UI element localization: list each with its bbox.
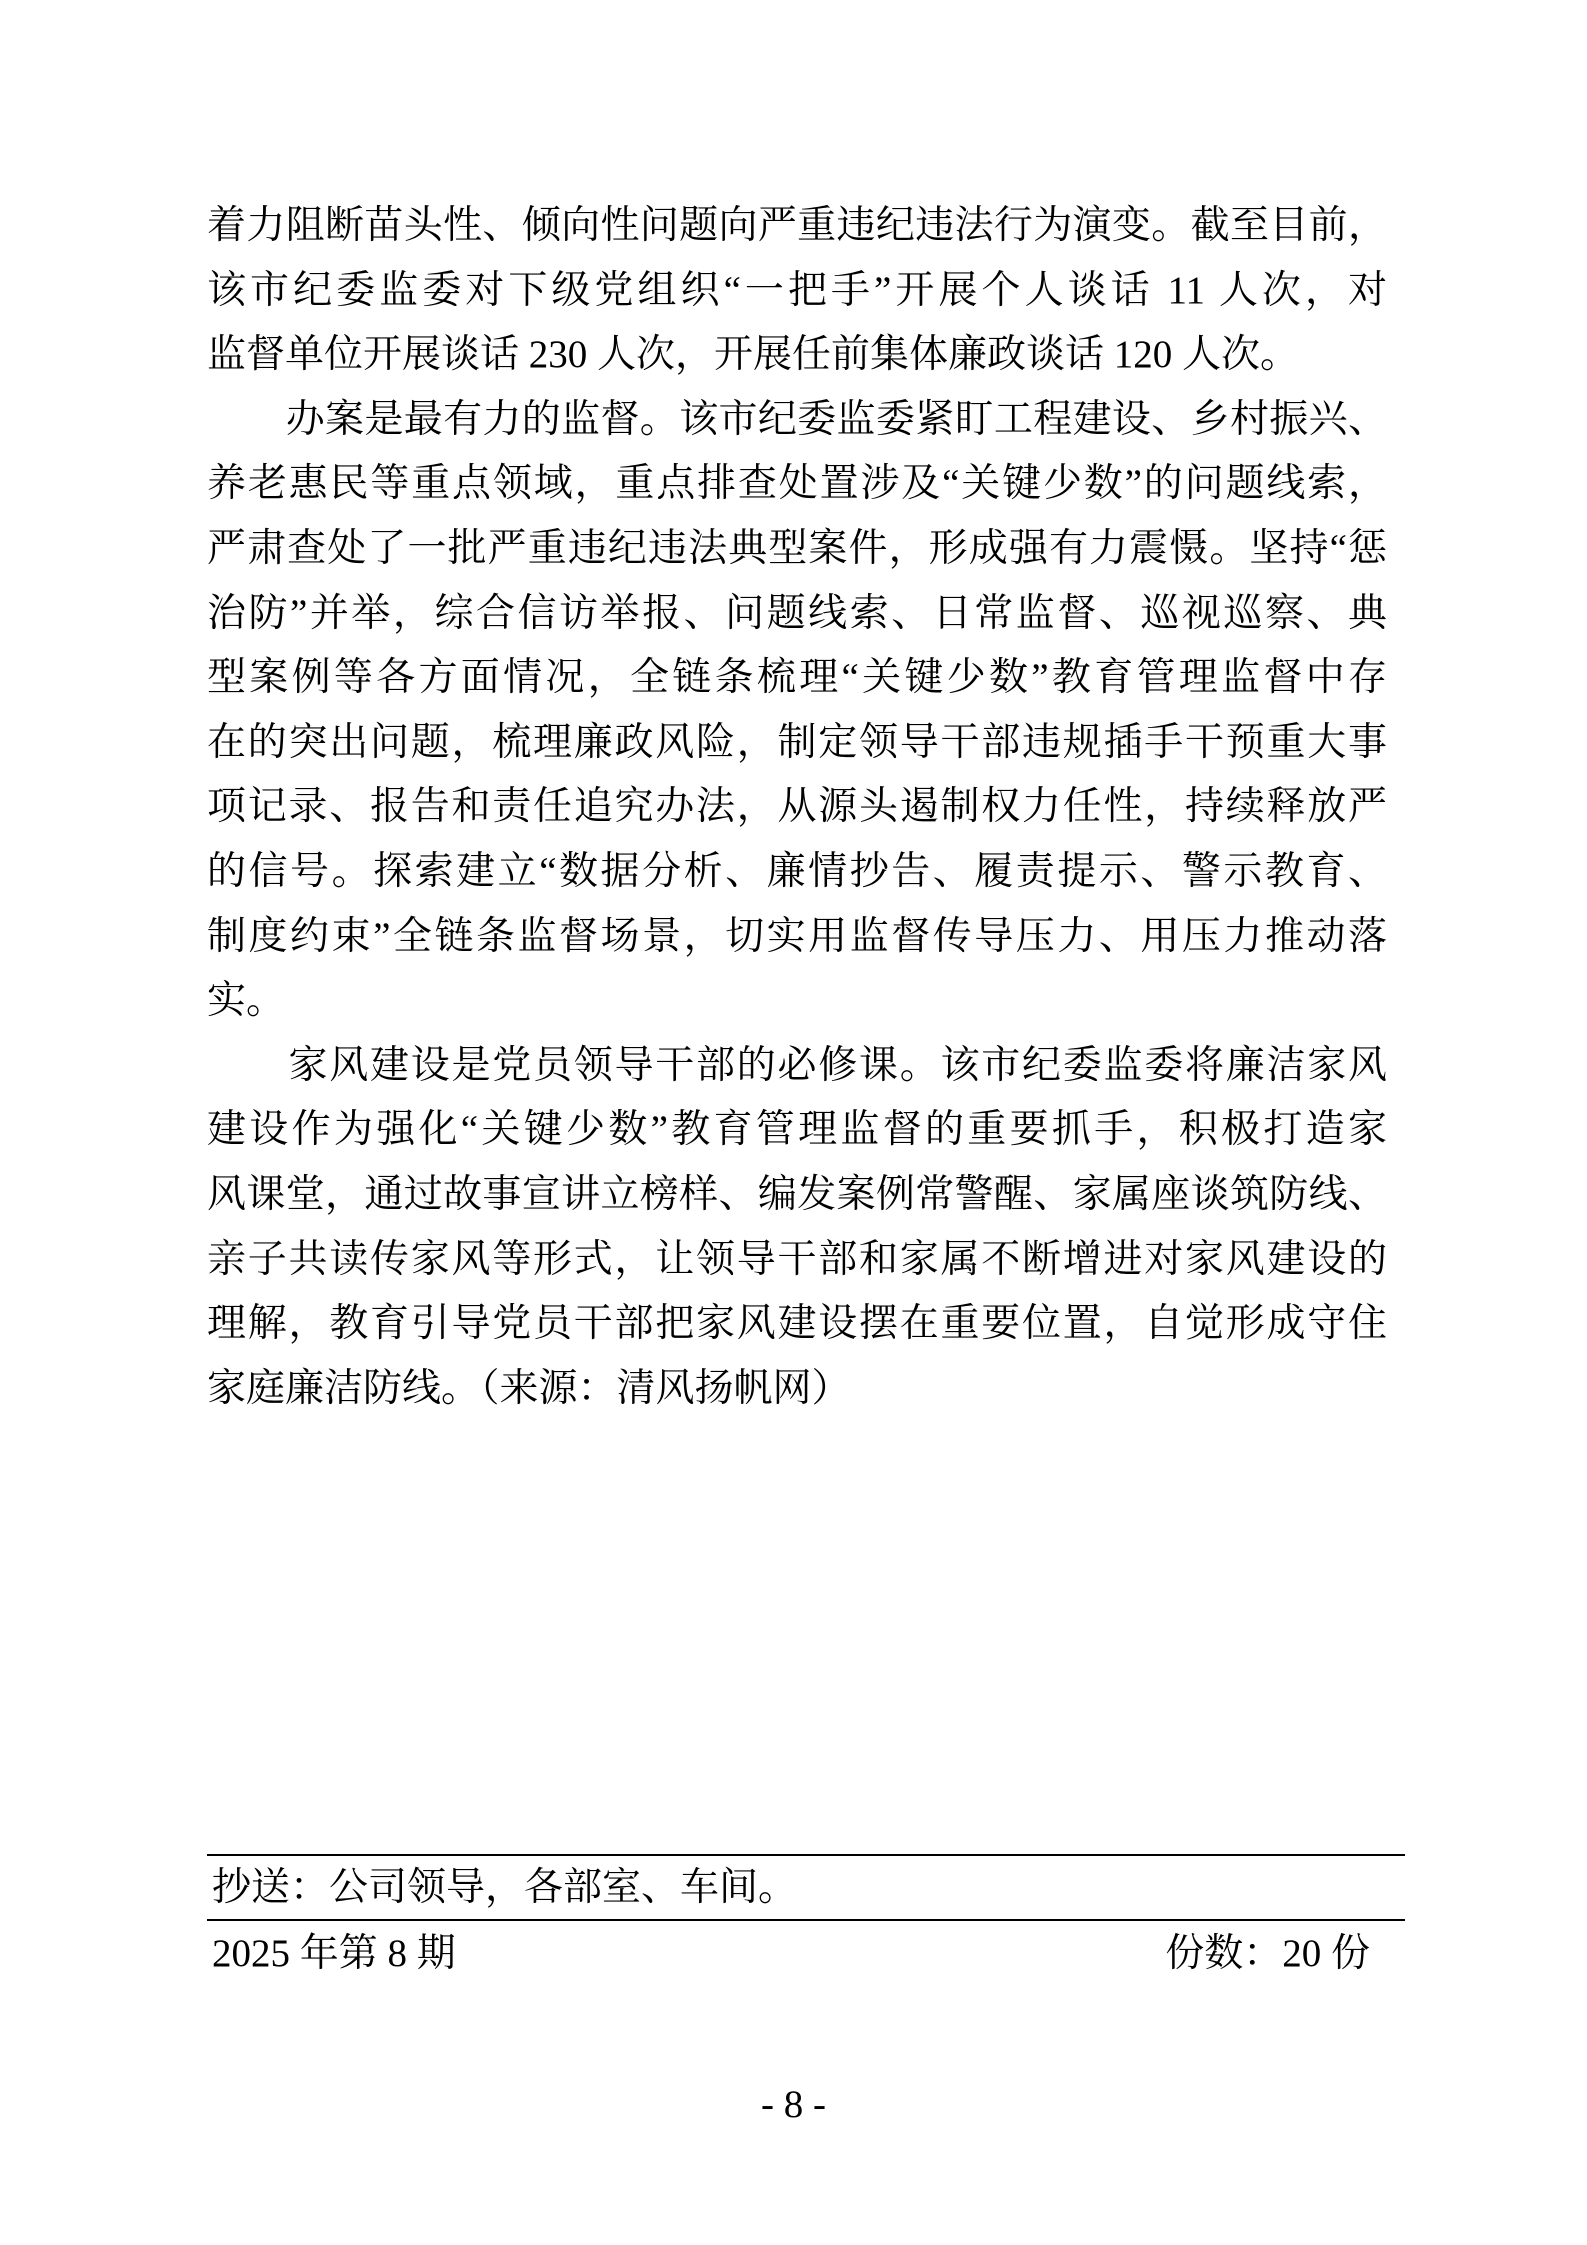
copies-count: 份数：20 份: [1165, 1932, 1370, 1975]
text-line: 亲子共读传家风等形式，让领导干部和家属不断增进对家风建设的: [207, 1237, 1387, 1281]
text-line: 家庭廉洁防线。（来源：清风扬帆网）: [207, 1366, 851, 1410]
footer-divider-top: [207, 1854, 1405, 1856]
text-line: 制度约束”全链条监督场景，切实用监督传导压力、用压力推动落: [207, 914, 1387, 958]
text-line: 实。: [207, 979, 286, 1023]
text-line: 办案是最有力的监督。该市纪委监委紧盯工程建设、乡村振兴、: [207, 397, 1387, 441]
text-line: 着力阻断苗头性、倾向性问题向严重违纪违法行为演变。截至目前，: [207, 204, 1387, 247]
text-line: 严肃查处了一批严重违纪违法典型案件，形成强有力震慑。坚持“惩: [207, 526, 1387, 570]
text-line: 养老惠民等重点领域，重点排查处置涉及“关键少数”的问题线索，: [207, 462, 1387, 506]
text-line: 家风建设是党员领导干部的必修课。该市纪委监委将廉洁家风: [207, 1043, 1387, 1087]
text-line: 风课堂，通过故事宣讲立榜样、编发案例常警醒、家属座谈筑防线、: [207, 1172, 1387, 1216]
text-line: 理解，教育引导党员干部把家风建设摆在重要位置，自觉形成守住: [207, 1302, 1387, 1346]
text-line: 监督单位开展谈话 230 人次，开展任前集体廉政谈话 120 人次。: [207, 333, 1300, 377]
text-line: 该市纪委监委对下级党组织“一把手”开展个人谈话 11 人次，对: [207, 268, 1387, 312]
text-line: 建设作为强化“关键少数”教育管理监督的重要抓手，积极打造家: [207, 1108, 1387, 1152]
text-line: 在的突出问题，梳理廉政风险，制定领导干部违规插手干预重大事: [207, 720, 1387, 764]
text-line: 型案例等各方面情况，全链条梳理“关键少数”教育管理监督中存: [207, 656, 1387, 700]
footer-divider-bottom: [207, 1919, 1405, 1921]
issue-row: [212, 1922, 1370, 1986]
text-line: 治防”并举，综合信访举报、问题线索、日常监督、巡视巡察、典: [207, 591, 1387, 635]
page-number: - 8 -: [761, 2083, 826, 2126]
text-line: 的信号。探索建立“数据分析、廉情抄告、履责提示、警示教育、: [207, 849, 1387, 893]
text-line: 项记录、报告和责任追究办法，从源头遏制权力任性，持续释放严: [207, 785, 1387, 829]
document-body: [207, 194, 1387, 1421]
issue-number: 2025 年第 8 期: [212, 1932, 456, 1975]
copy-to-line: 抄送：公司领导，各部室、车间。: [212, 1866, 798, 1909]
